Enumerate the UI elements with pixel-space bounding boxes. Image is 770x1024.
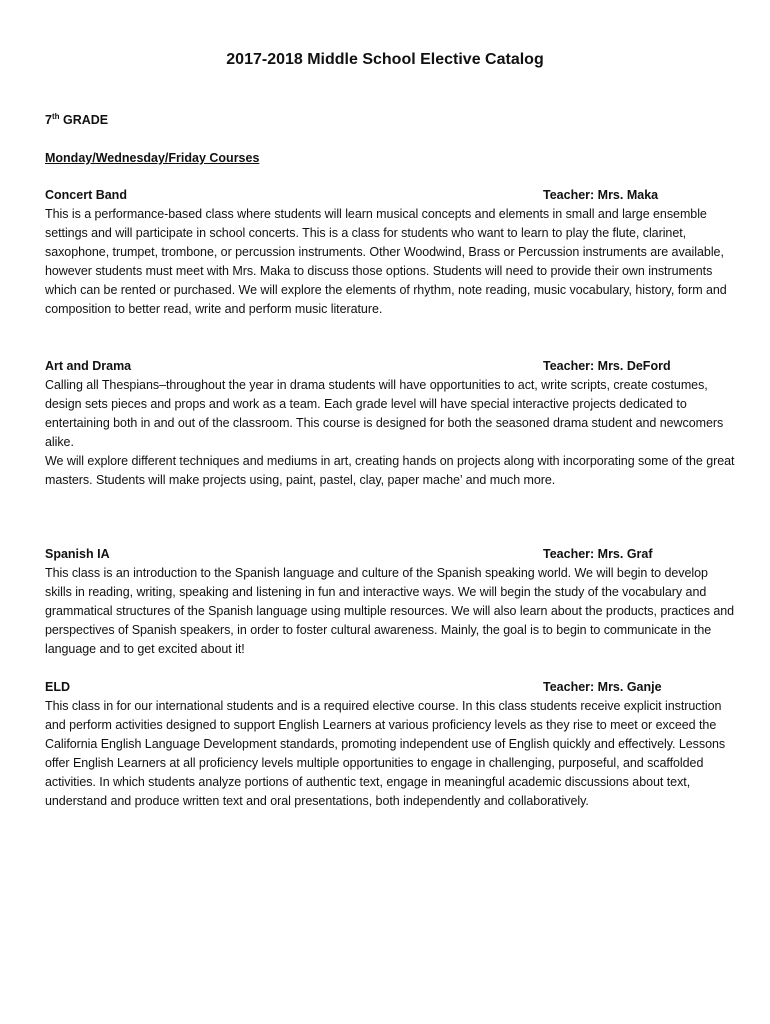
course-name: Art and Drama xyxy=(45,359,132,373)
course-description xyxy=(45,564,735,659)
grade-number: 7 xyxy=(45,113,52,127)
course-header xyxy=(45,678,735,697)
course-header xyxy=(45,357,735,376)
course-header xyxy=(45,186,735,205)
grade-label: GRADE xyxy=(59,113,109,127)
course-spanish-ia xyxy=(45,545,735,659)
course-concert-band xyxy=(45,186,735,319)
page-title: 2017-2018 Middle School Elective Catalog xyxy=(226,51,544,68)
grade-suffix: th xyxy=(51,112,60,121)
course-teacher: Teacher: Mrs. Graf xyxy=(543,547,653,561)
course-paragraph: Calling all Thespians–throughout the year in drama students will have opportunities to act, write scripts, create costumes, design sets pieces and props and work as a team. Each grade level will have special interactive projects dedicated to entertaining both in and out of the classroom. This course is designed for both the seasoned drama student and newcomers alike. xyxy=(45,378,724,449)
grade-heading xyxy=(45,111,108,129)
course-paragraph: This is a performance-based class where students will learn musical concepts and elements in small and large ensemble settings and will participate in school concerts. This is a class for students who want to learn to play the flute, clarinet, saxophone, trumpet, trombone, or percussion instruments. Other Woodwind, Brass or Percussion instruments are available, however students must meet with Mrs. Maka to discuss those options. Students will need to provide their own instruments which can be rented or purchased. We will explore the elements of rhythm, note reading, music vocabulary, history, form and composition to better read, write and perform music literature. xyxy=(45,207,727,316)
course-paragraph: This class in for our international students and is a required elective course. In this class students receive explicit instruction and perform activities designed to support English Learners at various proficiency levels as they rise to meet or exceed the California English Language Development standards, promoting independent use of English quickly and effectively. Lessons offer English Learners at all proficiency levels multiple opportunities to engage in challenging, purposeful, and scaffolded activities. In which students analyze portions of authentic text, engage in meaningful academic discussions about text, understand and produce written text and oral presentations, both independently and collaboratively. xyxy=(45,699,726,808)
course-description xyxy=(45,205,735,319)
course-paragraph: This class is an introduction to the Spanish language and culture of the Spanish speaking world. We will begin to develop skills in reading, writing, speaking and listening in fun and interactive ways. We will begin the study of the vocabulary and grammatical structures of the Spanish language using multiple resources. We will also learn about the products, practices and perspectives of Spanish speakers, in order to foster cultural awareness. Mainly, the goal is to begin to communicate in the language and to get excited about it! xyxy=(45,566,735,656)
course-name: ELD xyxy=(45,680,70,694)
course-eld xyxy=(45,678,735,811)
course-teacher: Teacher: Mrs. DeFord xyxy=(543,359,671,373)
course-description xyxy=(45,697,735,811)
course-name: Concert Band xyxy=(45,188,127,202)
course-description xyxy=(45,376,735,490)
course-art-and-drama xyxy=(45,357,735,490)
course-paragraph: We will explore different techniques and mediums in art, creating hands on projects along with incorporating some of the great masters. Students will make projects using, paint, pastel, clay, paper mache’ and much more. xyxy=(45,454,735,487)
course-header xyxy=(45,545,735,564)
schedule-heading: Monday/Wednesday/Friday Courses xyxy=(45,151,260,165)
course-teacher: Teacher: Mrs. Maka xyxy=(543,188,659,202)
course-name: Spanish IA xyxy=(45,547,110,561)
course-teacher: Teacher: Mrs. Ganje xyxy=(543,680,662,694)
